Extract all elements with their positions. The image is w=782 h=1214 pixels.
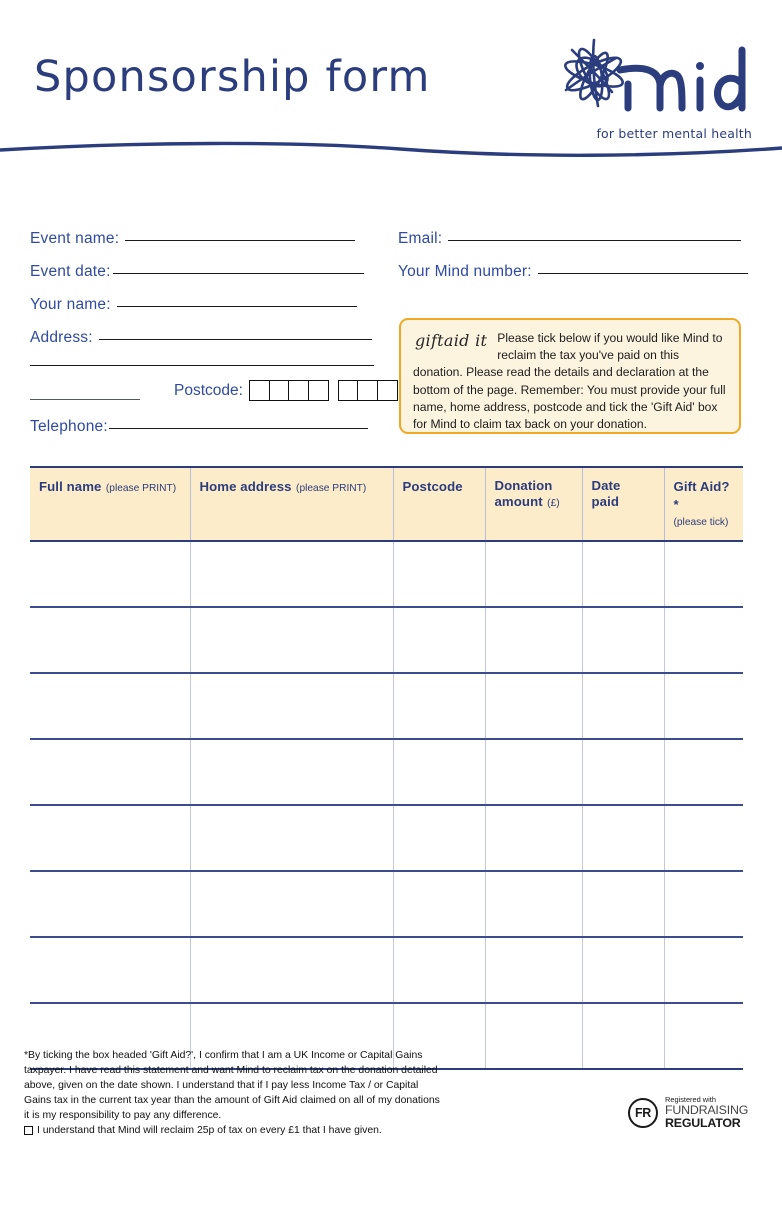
- cell-postcode[interactable]: [393, 937, 485, 1003]
- cell-donation-amount[interactable]: [485, 805, 582, 871]
- field-mind-number-rule[interactable]: [538, 273, 748, 274]
- gift-aid-declaration-text: *By ticking the box headed 'Gift Aid?', I confirm that I am a UK Income or Capital Gains taxpayer. I have read this statement and want Mind to reclaim tax on the donation detailed above, given on the date shown. I understand that if I pay less Income Tax / or Capital Gains tax in the current tax year than the amount of Gift Aid claimed on all of my donations it is my responsibility to pay any difference.: [24, 1050, 440, 1122]
- cell-postcode[interactable]: [393, 673, 485, 739]
- field-postcode-label: Postcode:: [174, 381, 243, 399]
- cell-date-paid[interactable]: [582, 805, 664, 871]
- column-header-full-name: [30, 467, 190, 541]
- cell-date-paid[interactable]: [582, 937, 664, 1003]
- cell-donation-amount[interactable]: [485, 673, 582, 739]
- column-header-date-main2: paid: [591, 494, 620, 509]
- field-event-date-rule[interactable]: [113, 273, 364, 274]
- column-header-home-address-main: Home address: [199, 479, 292, 494]
- column-header-full-name-main: Full name: [39, 479, 102, 494]
- field-telephone-label: Telephone:: [30, 418, 108, 435]
- postcode-box[interactable]: [357, 380, 378, 401]
- field-address-label: Address:: [30, 329, 93, 346]
- postcode-boxes-inward[interactable]: [338, 380, 398, 401]
- fr-badge-line3: REGULATOR: [665, 1115, 741, 1130]
- postcode-boxes-outward[interactable]: [249, 380, 329, 401]
- giftaid-notice: [399, 318, 741, 434]
- cell-full-name[interactable]: [30, 937, 190, 1003]
- field-mind-number-label: Your Mind number:: [398, 263, 532, 280]
- cell-gift-aid-tick[interactable]: [664, 871, 743, 937]
- page-header: [0, 0, 782, 160]
- fr-monogram-icon: FR: [628, 1098, 658, 1128]
- field-address-rule-line2[interactable]: [30, 365, 374, 366]
- header-wave-divider: [0, 140, 782, 164]
- field-email-label: Email:: [398, 230, 443, 247]
- cell-donation-amount[interactable]: [485, 937, 582, 1003]
- postcode-box[interactable]: [338, 380, 359, 401]
- field-event-name[interactable]: [30, 230, 355, 248]
- cell-home-address[interactable]: [190, 937, 393, 1003]
- cell-donation-amount[interactable]: [485, 541, 582, 607]
- cell-donation-amount[interactable]: [485, 1003, 582, 1069]
- cell-date-paid[interactable]: [582, 607, 664, 673]
- postcode-box[interactable]: [288, 380, 309, 401]
- field-event-date-label: Event date:: [30, 263, 111, 280]
- field-address[interactable]: [30, 329, 372, 347]
- field-your-name-rule[interactable]: [117, 306, 357, 307]
- cell-home-address[interactable]: [190, 607, 393, 673]
- fundraising-regulator-badge: [628, 1096, 748, 1130]
- table-row[interactable]: [30, 739, 743, 805]
- column-header-home-address-sub: (please PRINT): [296, 483, 367, 494]
- table-row[interactable]: [30, 673, 743, 739]
- column-header-donation-main2: amount: [494, 494, 543, 509]
- cell-date-paid[interactable]: [582, 739, 664, 805]
- cell-full-name[interactable]: [30, 541, 190, 607]
- postcode-box[interactable]: [308, 380, 329, 401]
- cell-date-paid[interactable]: [582, 673, 664, 739]
- column-header-date-paid: [582, 467, 664, 541]
- cell-gift-aid-tick[interactable]: [664, 1003, 743, 1069]
- mind-logo-tagline: for better mental health: [596, 126, 752, 141]
- gift-aid-declaration-tick-row[interactable]: [24, 1125, 444, 1136]
- column-header-gift-aid-main: Gift Aid?*: [673, 479, 730, 512]
- column-header-donation-main: Donation: [494, 478, 553, 493]
- mind-logo-dot: [696, 62, 704, 70]
- table-row[interactable]: [30, 805, 743, 871]
- fr-badge-text: [665, 1096, 748, 1130]
- cell-gift-aid-tick[interactable]: [664, 805, 743, 871]
- field-email-rule[interactable]: [448, 240, 741, 241]
- giftaid-it-logo: giftaid it: [415, 331, 488, 350]
- table-row[interactable]: [30, 607, 743, 673]
- column-header-gift-aid-sub: (please tick): [673, 517, 729, 528]
- cell-postcode[interactable]: [393, 739, 485, 805]
- cell-postcode[interactable]: [393, 607, 485, 673]
- sponsorship-table: [30, 466, 743, 1070]
- cell-date-paid[interactable]: [582, 871, 664, 937]
- declaration-checkbox[interactable]: [24, 1126, 33, 1135]
- cell-gift-aid-tick[interactable]: [664, 739, 743, 805]
- field-event-date[interactable]: [30, 263, 364, 281]
- column-header-date-main: Date: [591, 478, 621, 493]
- column-header-full-name-sub: (please PRINT): [105, 483, 177, 494]
- cell-home-address[interactable]: [190, 541, 393, 607]
- field-event-name-label: Event name:: [30, 230, 120, 247]
- fr-badge-line1: Registered with: [665, 1095, 716, 1104]
- column-header-postcode: [393, 467, 485, 541]
- declaration-checkbox-label: I understand that Mind will reclaim 25p of tax on every £1 that I have given.: [37, 1125, 382, 1137]
- giftaid-notice-text: Please tick below if you would like Mind to reclaim the tax you've paid on this donation. Please read the details and declaration at the bottom of the page. Remember: You must provide your full name, home address, postcode and tick the 'Gift Aid' box for Mind to claim tax back on your donation.: [413, 331, 726, 431]
- column-header-home-address: [190, 467, 393, 541]
- cell-donation-amount[interactable]: [485, 607, 582, 673]
- field-event-name-rule[interactable]: [125, 240, 355, 241]
- table-row[interactable]: [30, 541, 743, 607]
- postcode-box[interactable]: [269, 380, 290, 401]
- cell-postcode[interactable]: [393, 541, 485, 607]
- table-body: [30, 541, 743, 1069]
- cell-home-address[interactable]: [190, 805, 393, 871]
- field-address-rule-line1[interactable]: [99, 339, 372, 340]
- cell-gift-aid-tick[interactable]: [664, 937, 743, 1003]
- cell-date-paid[interactable]: [582, 541, 664, 607]
- column-header-donation-amount: [485, 467, 582, 541]
- page-title: Sponsorship form: [34, 52, 431, 102]
- cell-donation-amount[interactable]: [485, 871, 582, 937]
- cell-donation-amount[interactable]: [485, 739, 582, 805]
- field-address-rule-line3[interactable]: [30, 399, 140, 400]
- field-your-name-label: Your name:: [30, 296, 111, 313]
- cell-home-address[interactable]: [190, 871, 393, 937]
- postcode-box[interactable]: [377, 380, 398, 401]
- cell-full-name[interactable]: [30, 871, 190, 937]
- cell-gift-aid-tick[interactable]: [664, 607, 743, 673]
- cell-postcode[interactable]: [393, 871, 485, 937]
- mind-logo: [554, 32, 754, 142]
- cell-full-name[interactable]: [30, 805, 190, 871]
- cell-home-address[interactable]: [190, 739, 393, 805]
- cell-date-paid[interactable]: [582, 1003, 664, 1069]
- table-row[interactable]: [30, 871, 743, 937]
- cell-full-name[interactable]: [30, 607, 190, 673]
- cell-full-name[interactable]: [30, 673, 190, 739]
- field-your-name[interactable]: [30, 296, 357, 314]
- cell-home-address[interactable]: [190, 673, 393, 739]
- field-postcode[interactable]: [30, 380, 398, 401]
- fr-badge-line2: FUNDRAISING: [665, 1102, 749, 1117]
- footer-section: [24, 1048, 444, 1136]
- cell-full-name[interactable]: [30, 739, 190, 805]
- column-header-donation-currency: (£): [547, 498, 560, 509]
- table-row[interactable]: [30, 937, 743, 1003]
- field-telephone-rule[interactable]: [109, 428, 368, 429]
- cell-postcode[interactable]: [393, 805, 485, 871]
- table-header-row: [30, 467, 743, 541]
- cell-gift-aid-tick[interactable]: [664, 541, 743, 607]
- field-email[interactable]: [398, 230, 741, 248]
- table-header: [30, 467, 743, 541]
- field-mind-number[interactable]: [398, 263, 748, 281]
- column-header-postcode-main: Postcode: [402, 479, 463, 494]
- cell-gift-aid-tick[interactable]: [664, 673, 743, 739]
- postcode-box[interactable]: [249, 380, 270, 401]
- field-telephone[interactable]: [30, 418, 368, 436]
- column-header-gift-aid: [664, 467, 743, 541]
